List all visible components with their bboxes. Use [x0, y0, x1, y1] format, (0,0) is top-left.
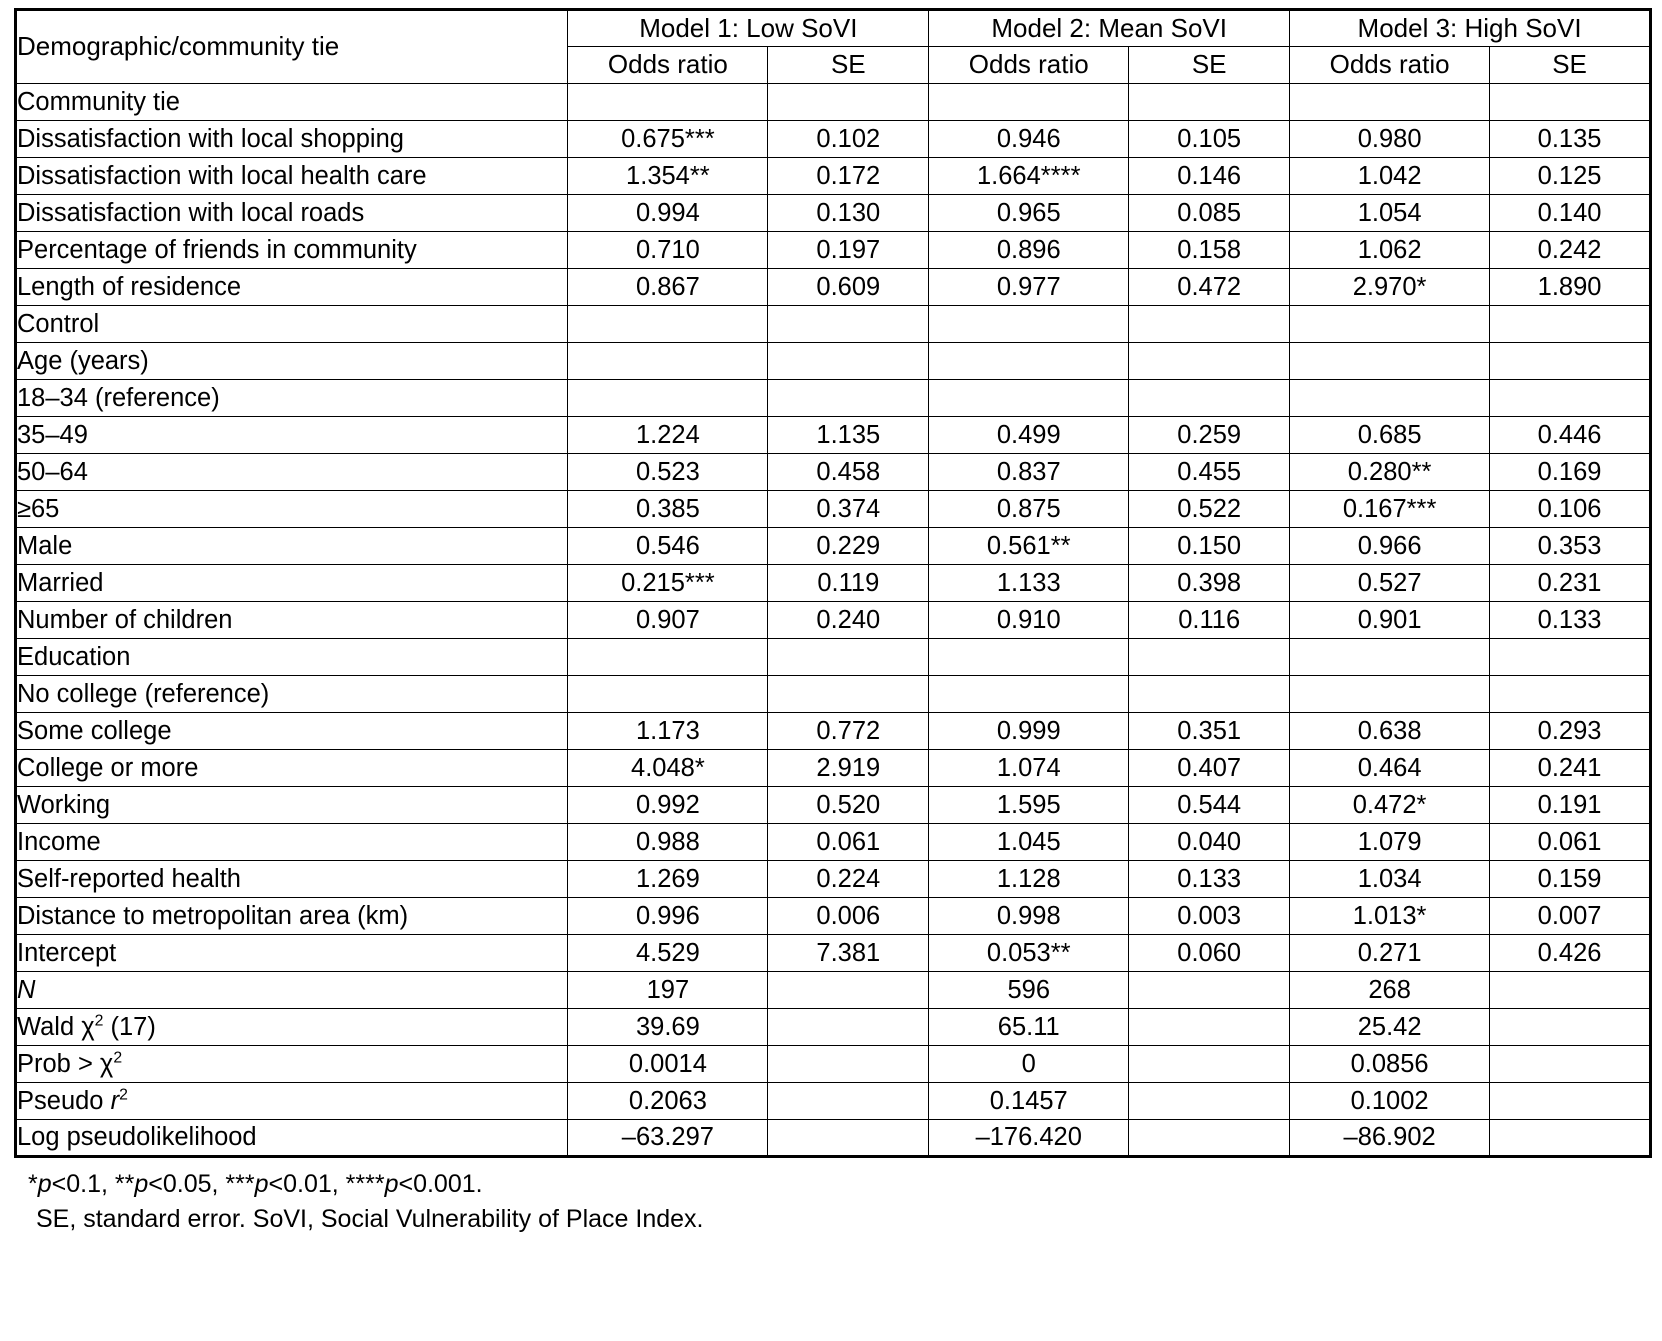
cell-odds-ratio: 1.664****	[929, 158, 1129, 195]
cell-odds-ratio: 0.910	[929, 602, 1129, 639]
header-group-model-3: Model 3: High SoVI	[1290, 10, 1651, 47]
row-label: Intercept	[16, 935, 568, 972]
cell-se: 0.007	[1490, 898, 1651, 935]
cell-odds-ratio: 0.992	[568, 787, 768, 824]
cell-odds-ratio	[1290, 343, 1490, 380]
cell-se	[1129, 306, 1290, 343]
cell-stat-value: –176.420	[929, 1120, 1129, 1157]
header-model-1-odds-ratio: Odds ratio	[568, 47, 768, 84]
cell-odds-ratio	[1290, 306, 1490, 343]
row-label: Number of children	[16, 602, 568, 639]
table-row	[16, 602, 1651, 639]
row-label: Age (years)	[16, 343, 568, 380]
header-model-2-se: SE	[1129, 47, 1290, 84]
cell-stat-value: 0	[929, 1046, 1129, 1083]
cell-odds-ratio	[568, 676, 768, 713]
cell-se	[1129, 84, 1290, 121]
table-footnotes	[14, 1167, 1652, 1236]
cell-odds-ratio: 1.595	[929, 787, 1129, 824]
cell-stat-value: 596	[929, 972, 1129, 1009]
cell-se: 0.772	[768, 713, 929, 750]
cell-se	[768, 306, 929, 343]
cell-stat-empty	[1129, 1009, 1290, 1046]
row-label: No college (reference)	[16, 676, 568, 713]
cell-odds-ratio: 0.472*	[1290, 787, 1490, 824]
cell-stat-empty	[1490, 972, 1651, 1009]
table-row	[16, 269, 1651, 306]
cell-se: 0.240	[768, 602, 929, 639]
row-label: College or more	[16, 750, 568, 787]
cell-odds-ratio	[568, 306, 768, 343]
table-row	[16, 898, 1651, 935]
cell-odds-ratio: 4.529	[568, 935, 768, 972]
cell-stat-empty	[1129, 1046, 1290, 1083]
row-label: Length of residence	[16, 269, 568, 306]
cell-se: 0.140	[1490, 195, 1651, 232]
table-stat-row	[16, 1009, 1651, 1046]
cell-se: 0.446	[1490, 417, 1651, 454]
cell-odds-ratio: 1.128	[929, 861, 1129, 898]
table-header	[16, 10, 1651, 84]
cell-se: 0.060	[1129, 935, 1290, 972]
cell-odds-ratio	[568, 380, 768, 417]
table-row	[16, 232, 1651, 269]
cell-odds-ratio: 1.054	[1290, 195, 1490, 232]
cell-se: 0.116	[1129, 602, 1290, 639]
header-group-model-2: Model 2: Mean SoVI	[929, 10, 1290, 47]
cell-se: 7.381	[768, 935, 929, 972]
cell-odds-ratio: 1.173	[568, 713, 768, 750]
table-row	[16, 195, 1651, 232]
row-label: 18–34 (reference)	[16, 380, 568, 417]
header-group-model-1: Model 1: Low SoVI	[568, 10, 929, 47]
cell-odds-ratio	[1290, 639, 1490, 676]
cell-se: 0.130	[768, 195, 929, 232]
table-row	[16, 343, 1651, 380]
cell-odds-ratio: 2.970*	[1290, 269, 1490, 306]
table-row	[16, 935, 1651, 972]
cell-se: 0.061	[768, 824, 929, 861]
row-label: Percentage of friends in community	[16, 232, 568, 269]
cell-se: 0.224	[768, 861, 929, 898]
cell-odds-ratio	[1290, 84, 1490, 121]
cell-odds-ratio: 1.224	[568, 417, 768, 454]
cell-odds-ratio: 0.837	[929, 454, 1129, 491]
table-row	[16, 824, 1651, 861]
cell-se: 0.146	[1129, 158, 1290, 195]
cell-odds-ratio	[929, 343, 1129, 380]
cell-se: 0.119	[768, 565, 929, 602]
cell-se	[768, 84, 929, 121]
cell-odds-ratio: 1.133	[929, 565, 1129, 602]
cell-se: 0.374	[768, 491, 929, 528]
cell-odds-ratio: 0.561**	[929, 528, 1129, 565]
cell-odds-ratio: 1.062	[1290, 232, 1490, 269]
cell-odds-ratio: 0.988	[568, 824, 768, 861]
table-row	[16, 676, 1651, 713]
cell-se: 0.353	[1490, 528, 1651, 565]
cell-se: 0.085	[1129, 195, 1290, 232]
cell-se	[1490, 639, 1651, 676]
cell-odds-ratio: 0.999	[929, 713, 1129, 750]
row-label: Married	[16, 565, 568, 602]
table-row	[16, 380, 1651, 417]
table-stat-row	[16, 1083, 1651, 1120]
cell-stat-value: 0.1457	[929, 1083, 1129, 1120]
cell-odds-ratio	[568, 639, 768, 676]
table-row	[16, 750, 1651, 787]
table-stat-row	[16, 1046, 1651, 1083]
row-label: 50–64	[16, 454, 568, 491]
table-stat-row	[16, 972, 1651, 1009]
cell-se: 0.172	[768, 158, 929, 195]
table-row	[16, 417, 1651, 454]
cell-se: 0.197	[768, 232, 929, 269]
cell-se: 0.102	[768, 121, 929, 158]
header-model-3-odds-ratio: Odds ratio	[1290, 47, 1490, 84]
cell-odds-ratio: 0.896	[929, 232, 1129, 269]
cell-odds-ratio	[568, 343, 768, 380]
table-row	[16, 861, 1651, 898]
cell-se	[1129, 639, 1290, 676]
row-label: Dissatisfaction with local roads	[16, 195, 568, 232]
cell-stat-empty	[1490, 1120, 1651, 1157]
stat-label: Wald $\chi^2$ (17)	[16, 1009, 568, 1046]
table-row	[16, 158, 1651, 195]
table-row	[16, 639, 1651, 676]
cell-odds-ratio: 4.048*	[568, 750, 768, 787]
cell-odds-ratio: 0.523	[568, 454, 768, 491]
row-label: 35–49	[16, 417, 568, 454]
cell-odds-ratio: 0.280**	[1290, 454, 1490, 491]
cell-stat-value: 0.0856	[1290, 1046, 1490, 1083]
cell-stat-value: 25.42	[1290, 1009, 1490, 1046]
cell-odds-ratio: 0.685	[1290, 417, 1490, 454]
header-model-1-se: SE	[768, 47, 929, 84]
cell-se: 0.520	[768, 787, 929, 824]
cell-se: 0.455	[1129, 454, 1290, 491]
cell-stat-empty	[768, 1083, 929, 1120]
cell-se: 0.231	[1490, 565, 1651, 602]
cell-odds-ratio: 0.994	[568, 195, 768, 232]
cell-se: 0.006	[768, 898, 929, 935]
cell-stat-empty	[768, 972, 929, 1009]
table-stat-row	[16, 1120, 1651, 1157]
cell-se: 0.544	[1129, 787, 1290, 824]
cell-odds-ratio: 0.215***	[568, 565, 768, 602]
cell-se: 0.158	[1129, 232, 1290, 269]
cell-stat-empty	[1129, 1083, 1290, 1120]
cell-odds-ratio: 1.042	[1290, 158, 1490, 195]
cell-stat-value: 268	[1290, 972, 1490, 1009]
table-row	[16, 121, 1651, 158]
cell-odds-ratio: 0.875	[929, 491, 1129, 528]
cell-odds-ratio: 1.045	[929, 824, 1129, 861]
cell-odds-ratio: 0.675***	[568, 121, 768, 158]
cell-odds-ratio: 0.053**	[929, 935, 1129, 972]
cell-odds-ratio: 0.966	[1290, 528, 1490, 565]
row-label: Dissatisfaction with local health care	[16, 158, 568, 195]
cell-se: 0.472	[1129, 269, 1290, 306]
cell-se: 0.241	[1490, 750, 1651, 787]
cell-se	[1490, 380, 1651, 417]
cell-se: 0.061	[1490, 824, 1651, 861]
regression-results-table	[14, 8, 1652, 1158]
cell-se: 0.398	[1129, 565, 1290, 602]
cell-stat-value: 0.1002	[1290, 1083, 1490, 1120]
cell-se	[1129, 380, 1290, 417]
cell-se: 0.242	[1490, 232, 1651, 269]
cell-odds-ratio: 1.034	[1290, 861, 1490, 898]
cell-odds-ratio: 0.271	[1290, 935, 1490, 972]
row-label: Dissatisfaction with local shopping	[16, 121, 568, 158]
header-model-2-odds-ratio: Odds ratio	[929, 47, 1129, 84]
cell-stat-empty	[768, 1009, 929, 1046]
cell-se: 0.150	[1129, 528, 1290, 565]
cell-stat-value: –86.902	[1290, 1120, 1490, 1157]
cell-odds-ratio: 0.385	[568, 491, 768, 528]
table-row	[16, 713, 1651, 750]
cell-odds-ratio: 1.269	[568, 861, 768, 898]
cell-se: 0.293	[1490, 713, 1651, 750]
cell-se	[768, 343, 929, 380]
row-label: ≥65	[16, 491, 568, 528]
cell-odds-ratio	[1290, 380, 1490, 417]
cell-odds-ratio: 0.996	[568, 898, 768, 935]
cell-odds-ratio: 0.499	[929, 417, 1129, 454]
cell-se	[1490, 343, 1651, 380]
cell-stat-value: 0.2063	[568, 1083, 768, 1120]
cell-stat-value: 197	[568, 972, 768, 1009]
cell-odds-ratio	[929, 639, 1129, 676]
cell-odds-ratio: 0.710	[568, 232, 768, 269]
cell-stat-empty	[1490, 1046, 1651, 1083]
table-row	[16, 491, 1651, 528]
cell-se: 0.191	[1490, 787, 1651, 824]
cell-odds-ratio	[929, 676, 1129, 713]
stat-label: Log pseudolikelihood	[16, 1120, 568, 1157]
cell-se	[768, 639, 929, 676]
cell-se: 1.135	[768, 417, 929, 454]
stat-label: Prob > $\chi^2$	[16, 1046, 568, 1083]
cell-odds-ratio: 0.965	[929, 195, 1129, 232]
cell-se: 2.919	[768, 750, 929, 787]
cell-se	[768, 380, 929, 417]
cell-odds-ratio: 0.638	[1290, 713, 1490, 750]
cell-se: 0.259	[1129, 417, 1290, 454]
cell-stat-empty	[768, 1120, 929, 1157]
cell-odds-ratio: 0.867	[568, 269, 768, 306]
cell-odds-ratio: 0.527	[1290, 565, 1490, 602]
stat-label: Pseudo $r^2$	[16, 1083, 568, 1120]
header-row-label: Demographic/community tie	[16, 10, 568, 84]
cell-stat-value: 39.69	[568, 1009, 768, 1046]
table-body	[16, 84, 1651, 1157]
footnote-abbreviations: SE, standard error. SoVI, Social Vulnerability of Place Index.	[36, 1204, 704, 1233]
cell-odds-ratio: 0.998	[929, 898, 1129, 935]
table-row	[16, 454, 1651, 491]
table-row	[16, 306, 1651, 343]
cell-se: 0.609	[768, 269, 929, 306]
cell-stat-value: 0.0014	[568, 1046, 768, 1083]
cell-odds-ratio: 0.464	[1290, 750, 1490, 787]
cell-odds-ratio: 1.354**	[568, 158, 768, 195]
cell-se: 0.407	[1129, 750, 1290, 787]
cell-odds-ratio: 1.079	[1290, 824, 1490, 861]
cell-se: 0.125	[1490, 158, 1651, 195]
row-label: Self-reported health	[16, 861, 568, 898]
cell-se	[1129, 343, 1290, 380]
row-label: Working	[16, 787, 568, 824]
cell-odds-ratio: 0.167***	[1290, 491, 1490, 528]
cell-odds-ratio: 0.977	[929, 269, 1129, 306]
table-row	[16, 565, 1651, 602]
footnote-significance: *p<0.1, **p<0.05, ***p<0.01, ****p<0.001.	[28, 1170, 483, 1198]
header-row-groups	[16, 10, 1651, 47]
cell-odds-ratio	[929, 380, 1129, 417]
table-row	[16, 787, 1651, 824]
cell-se: 0.106	[1490, 491, 1651, 528]
cell-se: 1.890	[1490, 269, 1651, 306]
cell-stat-empty	[1129, 1120, 1290, 1157]
cell-stat-empty	[1490, 1009, 1651, 1046]
header-model-3-se: SE	[1490, 47, 1651, 84]
cell-odds-ratio: 0.946	[929, 121, 1129, 158]
cell-se: 0.133	[1129, 861, 1290, 898]
cell-se: 0.003	[1129, 898, 1290, 935]
cell-stat-value: –63.297	[568, 1120, 768, 1157]
stat-label: N	[16, 972, 568, 1009]
cell-se: 0.351	[1129, 713, 1290, 750]
cell-se: 0.135	[1490, 121, 1651, 158]
cell-odds-ratio: 1.074	[929, 750, 1129, 787]
row-label: Income	[16, 824, 568, 861]
cell-se: 0.105	[1129, 121, 1290, 158]
cell-se	[1490, 676, 1651, 713]
row-label: Community tie	[16, 84, 568, 121]
cell-stat-value: 65.11	[929, 1009, 1129, 1046]
cell-odds-ratio: 0.546	[568, 528, 768, 565]
cell-se: 0.133	[1490, 602, 1651, 639]
row-label: Control	[16, 306, 568, 343]
cell-odds-ratio	[1290, 676, 1490, 713]
cell-se	[1490, 306, 1651, 343]
cell-se: 0.229	[768, 528, 929, 565]
cell-stat-empty	[1129, 972, 1290, 1009]
cell-odds-ratio: 0.901	[1290, 602, 1490, 639]
table-row	[16, 84, 1651, 121]
row-label: Male	[16, 528, 568, 565]
cell-se: 0.458	[768, 454, 929, 491]
table-row	[16, 528, 1651, 565]
cell-se: 0.040	[1129, 824, 1290, 861]
cell-odds-ratio: 1.013*	[1290, 898, 1490, 935]
cell-se	[768, 676, 929, 713]
cell-odds-ratio: 0.980	[1290, 121, 1490, 158]
cell-se: 0.426	[1490, 935, 1651, 972]
cell-se: 0.169	[1490, 454, 1651, 491]
row-label: Education	[16, 639, 568, 676]
cell-se	[1129, 676, 1290, 713]
cell-odds-ratio: 0.907	[568, 602, 768, 639]
cell-stat-empty	[768, 1046, 929, 1083]
cell-se: 0.159	[1490, 861, 1651, 898]
cell-se: 0.522	[1129, 491, 1290, 528]
cell-se	[1490, 84, 1651, 121]
row-label: Some college	[16, 713, 568, 750]
cell-stat-empty	[1490, 1083, 1651, 1120]
cell-odds-ratio	[929, 84, 1129, 121]
cell-odds-ratio	[929, 306, 1129, 343]
row-label: Distance to metropolitan area (km)	[16, 898, 568, 935]
cell-odds-ratio	[568, 84, 768, 121]
